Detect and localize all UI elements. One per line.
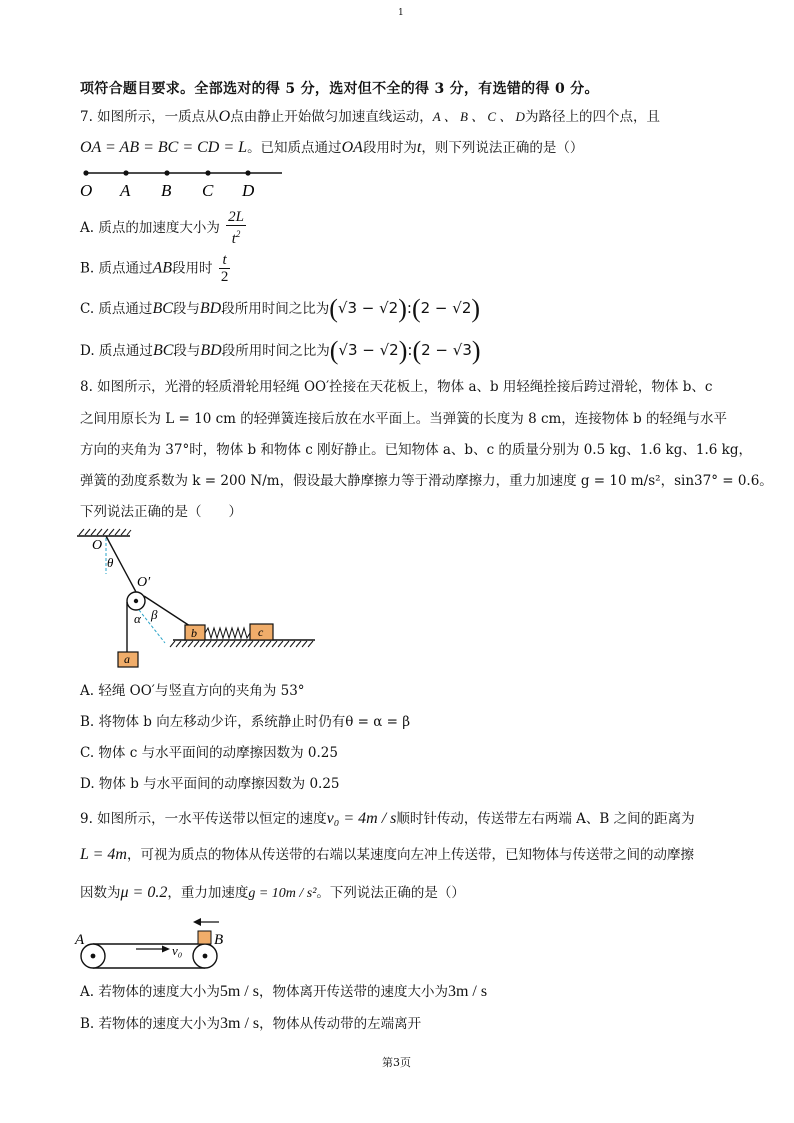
q9-option-b-post: ，物体从传动带的左端离开 <box>259 1016 422 1032</box>
q8-option-a: A. 轻绳 OO′与竖直方向的夹角为 53° <box>80 683 305 699</box>
q7-option-b-text: B. 质点通过 <box>80 260 153 277</box>
q7-option-b-segment: AB <box>152 259 173 277</box>
q8-line3: 方向的夹角为 37°时，物体 b 和物体 c 刚好静止。已知物体 a、b、c 的质量分别为 0.5 kg、1.6 kg、1.6 kg， <box>80 442 752 458</box>
q9-option-a <box>80 983 487 1001</box>
q9-option-a-text: A. 若物体的速度大小为 <box>80 984 220 1000</box>
q7-option-d: D. 质点通过BC段与BD段所用时间之比为(√3 − √2):(2 − √3) <box>80 336 481 365</box>
q7-option-a <box>80 209 248 247</box>
q7-label-c: C <box>202 181 214 200</box>
q7-time-t: t <box>416 139 422 156</box>
q7-equation: OA = AB = BC = CD = L <box>80 139 248 156</box>
q7-option-b-fraction <box>219 252 231 285</box>
belt-velocity-arrowhead <box>162 946 170 953</box>
q9-option-a-v1: 5m / s <box>219 983 259 1000</box>
q7-option-d-colon: : <box>407 341 413 359</box>
q7-option-b-denominator: 2 <box>220 269 229 285</box>
q9-option-b <box>80 1015 421 1033</box>
q9-line2-post: ，可视为质点的物体从传送带的右端以某速度向左冲上传送带，已知物体与传送带之间的动摩擦 <box>126 847 694 863</box>
q9-line3 <box>80 884 465 903</box>
q9-line1 <box>80 810 695 828</box>
q7-segment-oa: OA <box>341 139 363 156</box>
q7-option-d-mid2: 段所用时间之比为 <box>221 343 330 359</box>
q7-line2 <box>80 139 583 157</box>
q9-line3-pre: 因数为 <box>80 885 121 901</box>
label-alpha: α <box>134 611 141 626</box>
q9-option-a-mid: ，物体离开传送带的速度大小为 <box>258 984 448 1000</box>
q7-option-c-seg1: BC <box>152 300 173 317</box>
q7-point-c-dot <box>205 170 210 175</box>
q7-option-a-text: A. 质点的加速度大小为 <box>80 220 220 236</box>
label-o-prime: O′ <box>137 575 151 590</box>
ground-hatch <box>170 641 313 647</box>
q9-option-a-v2: 3m / s <box>447 983 488 1000</box>
q7-option-d-mid: 段与 <box>173 343 201 359</box>
q9-line1-pre: 9. 如图所示，一水平传送带以恒定的速度 <box>80 811 327 827</box>
q7-option-d-seg1: BC <box>152 342 174 359</box>
q7-point-d-dot <box>245 170 250 175</box>
q7-option-a-fraction <box>226 209 246 247</box>
q9-option-b-text: B. 若物体的速度大小为 <box>80 1016 221 1032</box>
q7-line2-mid: 。已知质点通过 <box>247 140 342 156</box>
q7-label-b: B <box>161 181 172 200</box>
label-a: a <box>124 652 130 666</box>
top-mark: 1 <box>398 8 404 18</box>
section-header: 项符合题目要求。全部选对的得 5 分，选对但不全的得 3 分，有选错的得 0 分。 <box>80 81 599 97</box>
q8-option-c: C. 物体 c 与水平面间的动摩擦因数为 0.25 <box>80 745 338 761</box>
q7-option-c-ratio2: 2 − √2 <box>420 299 472 317</box>
q9-g-equation: g = 10m / s² <box>248 886 317 901</box>
q7-point-o-dot <box>83 170 88 175</box>
q7-line2-post: ，则下列说法正确的是（） <box>421 140 584 156</box>
label-a-end: A <box>75 932 85 948</box>
q9-mu-equation: μ = 0.2 <box>120 884 168 901</box>
q8-line5: 下列说法正确的是（ ） <box>80 504 242 520</box>
label-o: O <box>92 538 103 553</box>
q9-l-equation: L = 4m <box>80 846 127 863</box>
q7-option-b <box>80 252 232 285</box>
q9-line1-post: 顺时针传动，传送带左右两端 A、B 之间的距离为 <box>396 811 695 827</box>
q7-line1-post: 为路径上的四个点，且 <box>524 109 660 125</box>
q7-option-c-mid2: 段所用时间之比为 <box>221 301 330 317</box>
q7-point-b-dot <box>164 170 169 175</box>
pulley-axle <box>134 599 138 603</box>
conveyor-block <box>198 931 211 944</box>
q7-path-figure <box>78 163 288 203</box>
q7-option-d-text: D. 质点通过 <box>80 343 153 359</box>
right-roller-axle <box>203 954 208 959</box>
label-b: b <box>191 626 197 640</box>
q7-option-c-mid: 段与 <box>172 301 200 317</box>
q7-label-o: O <box>80 181 93 200</box>
q8-option-b: B. 将物体 b 向左移动少许，系统静止时仍有θ = α = β <box>80 714 411 730</box>
q8-pulley-figure <box>75 528 320 673</box>
q7-line2-mid2: 段用时为 <box>362 140 417 156</box>
spring <box>205 628 250 638</box>
q7-option-c-colon: : <box>406 299 412 317</box>
q7-point-o: O <box>218 108 231 125</box>
q7-line1-pre: 7. 如图所示，一质点从 <box>80 109 219 125</box>
q7-option-d-ratio2: 2 − √3 <box>421 341 472 359</box>
q7-label-a: A <box>120 181 131 200</box>
left-roller-axle <box>91 954 96 959</box>
q9-line3-mid: ，重力加速度 <box>167 885 249 901</box>
q7-option-a-numerator: 2L <box>228 209 244 225</box>
q7-option-c-seg2: BD <box>199 300 222 317</box>
q7-option-d-seg2: BD <box>200 342 222 359</box>
q7-option-a-exponent: 2 <box>235 229 241 239</box>
q7-line1-mid: 点由静止开始做匀加速直线运动， <box>230 109 433 125</box>
q7-option-c-text: C. 质点通过 <box>80 301 153 317</box>
q9-line2 <box>80 846 694 864</box>
q7-option-b-mid: 段用时 <box>172 260 213 277</box>
q7-option-a-denominator: t <box>231 231 236 247</box>
page-footer: 第3页 <box>382 1056 411 1069</box>
q9-conveyor-figure <box>72 915 242 975</box>
q8-line2: 之间用原长为 L = 10 cm 的轻弹簧连接后放在水平面上。当弹簧的长度为 8 cm，连接物体 b 的轻绳与水平 <box>80 411 728 427</box>
q9-v0-equation: v₀ = 4m / s <box>326 810 397 827</box>
q7-option-b-numerator: t <box>219 252 231 269</box>
q8-line4: 弹簧的劲度系数为 k = 200 N/m，假设最大静摩擦力等于滑动摩擦力，重力加速度 g = 10 m/s²，sin37° = 0.6。 <box>80 473 773 489</box>
label-theta: θ <box>107 555 114 570</box>
block-velocity-arrowhead <box>193 918 201 926</box>
q7-line1 <box>80 108 660 126</box>
label-v0: v₀ <box>172 943 183 958</box>
q7-option-c: C. 质点通过BC段与BD段所用时间之比为(√3 − √2):(2 − √2) <box>80 294 481 323</box>
q9-line3-post: 。下列说法正确的是（） <box>316 885 465 901</box>
q8-line1: 8. 如图所示，光滑的轻质滑轮用轻绳 OO′拴接在天花板上，物体 a、b 用轻绳拴接后跨过滑轮，物体 b、c <box>80 379 713 395</box>
label-b-end: B <box>214 932 224 948</box>
label-beta: β <box>151 607 158 622</box>
q7-point-a-dot <box>123 170 128 175</box>
q7-label-d: D <box>242 181 255 200</box>
q9-option-b-v: 3m / s <box>220 1015 260 1032</box>
q7-points-list: A 、 B 、 C 、 D <box>432 109 525 124</box>
q7-option-d-ratio1: √3 − √2 <box>338 341 399 359</box>
q7-option-c-ratio1: √3 − √2 <box>337 299 399 317</box>
ceiling-hatch <box>79 529 131 535</box>
q8-option-d: D. 物体 b 与水平面间的动摩擦因数为 0.25 <box>80 776 340 792</box>
label-c: c <box>258 625 264 639</box>
